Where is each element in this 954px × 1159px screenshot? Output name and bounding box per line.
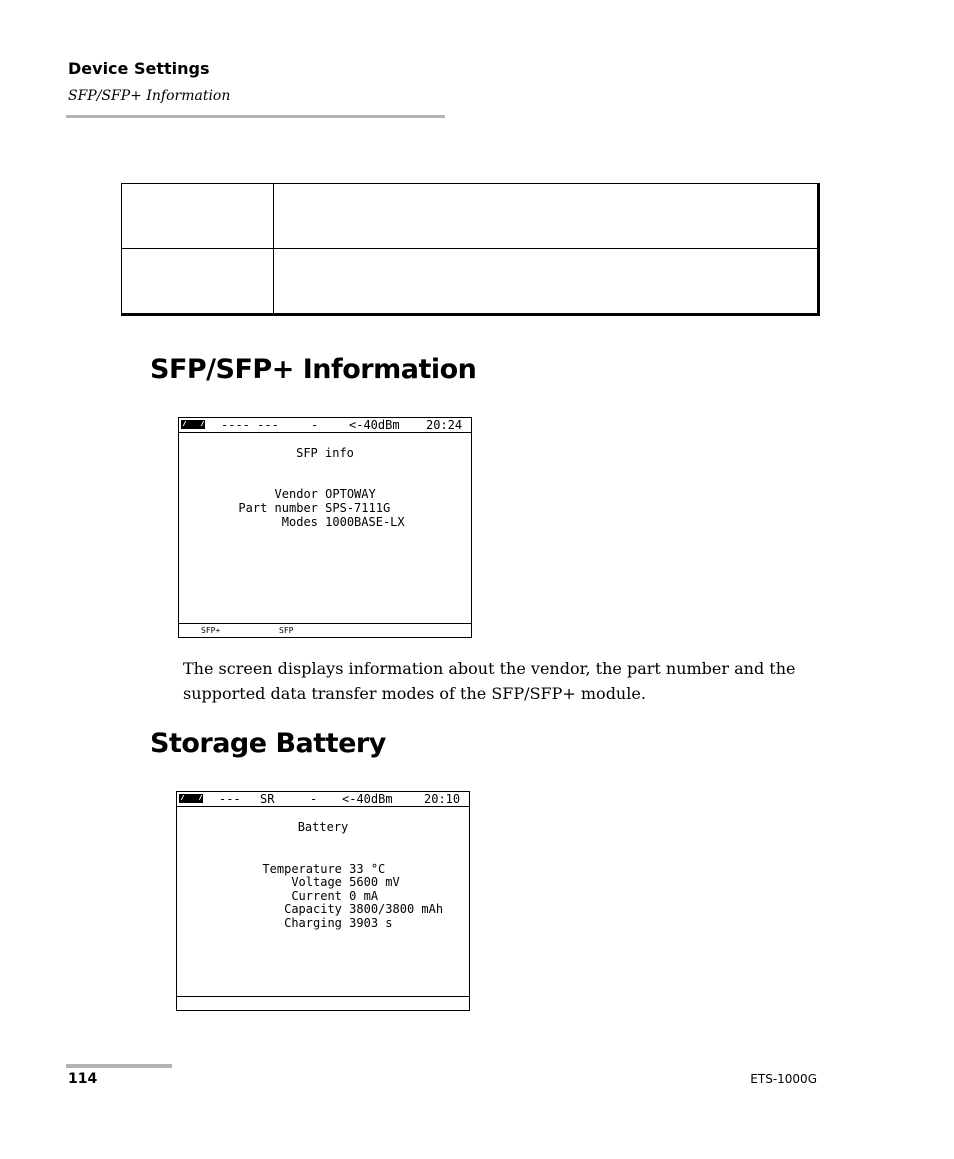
- info-value: 0 mA: [349, 889, 379, 903]
- status-power: <-40dBm: [349, 418, 400, 432]
- info-label: Current: [291, 889, 342, 903]
- info-value: 3903 s: [349, 916, 393, 930]
- info-value: SPS-7111G: [325, 501, 391, 515]
- info-label: Vendor: [274, 487, 318, 501]
- battery-screen: [176, 791, 470, 1011]
- info-value: 33 °C: [349, 862, 386, 876]
- info-label: Modes: [281, 515, 318, 529]
- header-divider: [66, 115, 445, 118]
- softkey-bar: [177, 996, 469, 1010]
- screen-title: Battery: [297, 820, 349, 834]
- status-bar: [177, 792, 469, 807]
- envelope-icon: [179, 794, 203, 803]
- info-value: OPTOWAY: [325, 487, 376, 501]
- info-value: 3800/3800 mAh: [349, 902, 444, 916]
- section-header-title: Device Settings: [68, 59, 210, 78]
- description-paragraph: The screen displays information about the vendor, the part number and the supported data transfer modes of the SFP/SFP+ module.: [183, 659, 796, 703]
- sfp-info-heading: SFP/SFP+ Information: [150, 354, 477, 385]
- status-field: -: [311, 418, 319, 432]
- status-bar: [179, 418, 471, 433]
- info-label: Part number: [238, 501, 318, 515]
- screen-title: SFP info: [296, 446, 354, 460]
- info-row: [189, 501, 405, 543]
- empty-table: [121, 183, 820, 316]
- info-row: [191, 902, 393, 944]
- table-row-divider: [122, 248, 817, 249]
- softkey-sfp[interactable]: SFP: [279, 626, 294, 635]
- section-header-subtitle: SFP/SFP+ Information: [68, 88, 231, 104]
- status-time: 20:24: [426, 418, 463, 432]
- info-value: 1000BASE-LX: [325, 515, 405, 529]
- info-label: Capacity: [284, 902, 342, 916]
- softkey-sfp-plus[interactable]: SFP+: [201, 626, 221, 635]
- status-time: 20:10: [424, 792, 461, 806]
- envelope-icon: [181, 420, 205, 429]
- info-label: Voltage: [291, 875, 342, 889]
- status-field: ---: [219, 792, 241, 806]
- storage-battery-heading: Storage Battery: [150, 728, 386, 759]
- status-field: ---- ---: [221, 418, 279, 432]
- status-field: SR: [260, 792, 275, 806]
- softkey-bar: [179, 623, 471, 637]
- info-label: Temperature: [262, 862, 342, 876]
- product-name: ETS-1000G: [750, 1072, 817, 1086]
- status-power: <-40dBm: [342, 792, 393, 806]
- footer-divider: [66, 1064, 172, 1068]
- info-label: Charging: [284, 916, 342, 930]
- sfp-info-screen: [178, 417, 472, 638]
- status-field: -: [310, 792, 318, 806]
- page-number: 114: [68, 1071, 98, 1087]
- info-value: 5600 mV: [349, 875, 400, 889]
